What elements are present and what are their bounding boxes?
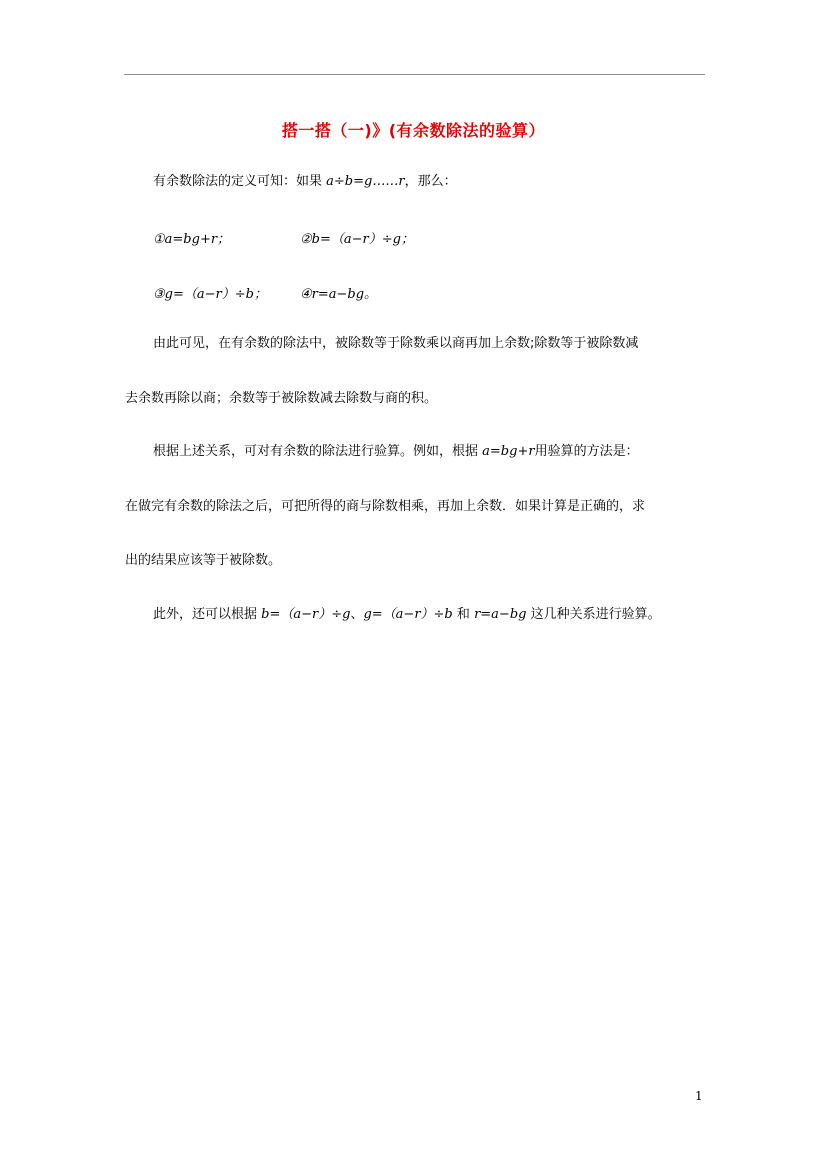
formula-2: ②b=（a−r）÷g； [300,232,414,247]
paragraph3-sep-2: 和 [456,607,470,622]
intro-formula: a÷b=g……r [326,174,405,189]
header-rule [124,74,705,75]
paragraph1-line2: 去余数再除以商；余数等于被除数减去除数与商的积。 [125,391,438,406]
paragraph2-text-a: 根据上述关系，可对有余数的除法进行验算。例如，根据 [153,444,479,459]
paragraph3-sep-1: 、 [350,607,364,622]
page-number: 1 [695,1089,703,1103]
paragraph3-formula-1: b=（a−r）÷g [261,607,351,622]
paragraph3-suffix: 这几种关系进行验算。 [530,607,661,622]
paragraph2-text-b: 用验算的方法是： [534,444,639,459]
paragraph3-line [153,606,661,624]
paragraph2-line2: 在做完有余数的除法之后，可把所得的商与除数相乘，再加上余数．如果计算是正确的，求 [125,499,646,514]
document-title: 搭一搭（一)》(有余数除法的验算） [281,121,546,140]
formula-3: ③g=（a−r）÷b； [153,287,267,302]
paragraph3-formula-3: r=a−bg [474,607,527,622]
paragraph2-line3: 出的结果应该等于被除数。 [125,553,282,568]
formula-1: ①a=bg+r； [153,232,231,247]
paragraph3-prefix: 此外，还可以根据 [153,607,258,622]
intro-text: 有余数除法的定义可知：如果 [153,174,323,189]
paragraph2-formula: a=bg+r [482,444,535,459]
intro-suffix: ，那么： [404,174,457,189]
intro-line [153,173,457,191]
paragraph1-line1: 由此可见，在有余数的除法中，被除数等于除数乘以商再加上余数;除数等于被除数减 [153,336,639,351]
formula-4: ④r=a−bg。 [300,287,378,302]
paragraph3-formula-2: g=（a−r）÷b [363,607,453,622]
paragraph2-line1 [153,443,639,461]
